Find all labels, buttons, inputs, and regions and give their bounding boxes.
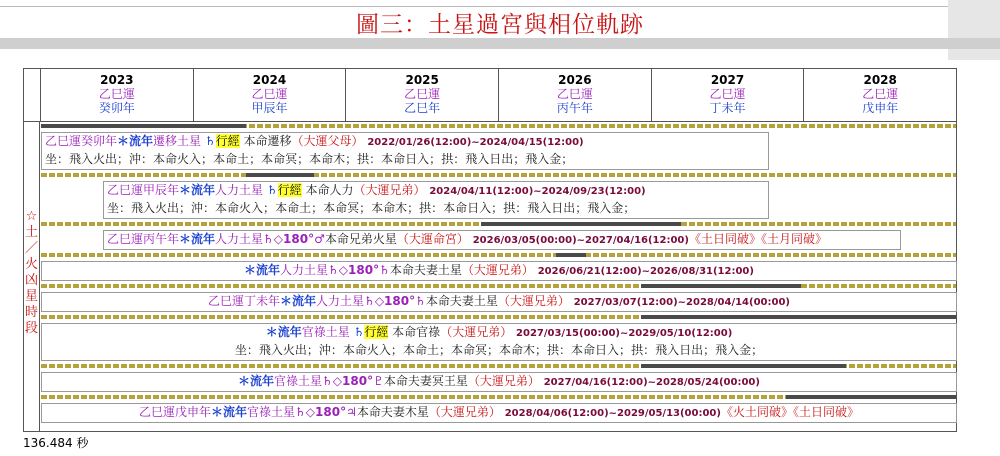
year-header: [41, 69, 956, 122]
liunian-label: ＊流年: [179, 183, 216, 197]
aspect-item: 拱：本命日入: [419, 201, 492, 215]
year-liunian: 戊申年: [862, 101, 899, 115]
planet-label: 遷移土星: [153, 134, 202, 148]
year-col-2026: [499, 69, 652, 121]
aspect-item: 本命冥: [261, 152, 298, 166]
transit-keyword: 行經: [364, 325, 389, 339]
aspect-item: 拱：飛入日出: [503, 201, 576, 215]
year-dayun: 乙巳運: [98, 87, 135, 101]
year-number: 2028: [863, 73, 897, 87]
year-col-2025: [346, 69, 499, 121]
opposition-icon: ♄◇180°♂: [263, 232, 325, 246]
year-number: 2024: [252, 73, 287, 87]
active-span: [556, 253, 586, 257]
aspect-item: 沖：本命火入: [129, 152, 202, 166]
aspect-item: 本命土: [275, 201, 312, 215]
timeline-ruler: [41, 364, 956, 368]
planet-label: 人力土星: [215, 232, 264, 246]
aspect-item: 拱：飛入日出: [441, 152, 514, 166]
natal-planet: 本命夫妻冥王星: [383, 374, 468, 388]
liunian-label: ＊流年: [211, 405, 248, 419]
saturn-icon: ♄: [266, 183, 278, 197]
date-range: 2027/03/15(00:00)~2029/05/10(12:00): [516, 328, 733, 339]
side-label: ☆土／火凶星時段: [24, 121, 40, 431]
year-col-2024: [194, 69, 347, 121]
year-number: 2025: [405, 73, 439, 87]
year-number: 2027: [710, 73, 745, 87]
aspect-item: 拱：飛入日出: [631, 343, 704, 357]
timeline-ruler: [41, 395, 956, 399]
timeline-ruler: [41, 124, 956, 128]
year-number: 2023: [100, 73, 134, 87]
year-dayun: 乙巳運: [862, 87, 899, 101]
transit-entry[interactable]: [41, 261, 957, 281]
dayun-year-label: 乙巳運丙午年: [107, 232, 180, 246]
natal-palace: 本命遷移: [243, 134, 292, 148]
liunian-label: ＊流年: [179, 232, 216, 246]
year-dayun: 乙巳運: [556, 87, 593, 101]
aspect-item: 沖：本命火入: [318, 343, 391, 357]
opposition-icon: ♄◇180°♄: [328, 263, 390, 277]
active-span: [786, 395, 956, 399]
dayun-palace: （大運兄弟）: [428, 405, 501, 419]
planet-label: 人力土星: [316, 294, 365, 308]
year-liunian: 丁未年: [709, 101, 746, 115]
timeline-ruler: [41, 222, 956, 226]
dayun-year-label: 乙巳運丁未年: [208, 294, 281, 308]
natal-planet: 本命夫妻土星: [389, 263, 462, 277]
transit-entry[interactable]: [103, 230, 901, 250]
aspect-item: 本命冥: [323, 201, 360, 215]
transit-rows: [41, 122, 956, 431]
aspect-item: 坐：飛入火出: [45, 152, 118, 166]
opposition-icon: ♄◇180°♃: [295, 405, 357, 419]
timeline-ruler: [41, 284, 956, 288]
year-col-2023: [41, 69, 194, 121]
date-range: 2028/04/06(12:00)~2029/05/13(00:00): [504, 408, 721, 419]
year-liunian: 丙午年: [556, 101, 593, 115]
date-range: 2022/01/26(12:00)~2024/04/15(12:00): [367, 137, 584, 148]
opposition-icon: ♄◇180°♇: [322, 374, 384, 388]
planet-label: 官祿土星: [301, 325, 350, 339]
elapsed-time: 136.484 秒: [23, 436, 89, 450]
dayun-palace: （大運兄弟）: [353, 183, 426, 197]
dayun-palace: （大運兄弟）: [461, 263, 534, 277]
transit-entry[interactable]: [41, 403, 957, 423]
liunian-label: ＊流年: [265, 325, 302, 339]
aspect-item: 本命冥: [450, 343, 487, 357]
opposition-icon: ♄◇180°♄: [364, 294, 426, 308]
liunian-label: ＊流年: [244, 263, 281, 277]
transit-keyword: 行經: [277, 183, 302, 197]
year-liunian: 甲辰年: [251, 101, 288, 115]
aspect-item: 沖：本命火入: [191, 201, 264, 215]
dayun-palace: （大運命宮）: [396, 232, 469, 246]
aspect-item: 飛入金: [715, 343, 752, 357]
saturn-transit-table: [23, 68, 957, 432]
transit-entry[interactable]: ＊流年官祿土星 ♄行經 本命官祿（大運兄弟） 2027/03/15(00:00)~2029/05/10(12:00) 坐：飛入火出；沖：本命火入；本命土；本命冥；本命木；拱：本命日入；拱：飛入日出；飛入金；: [41, 323, 957, 361]
year-dayun: 乙巳運: [404, 87, 441, 101]
aspect-item: 本命木: [499, 343, 536, 357]
aspect-item: 飛入金: [587, 201, 624, 215]
active-span: [641, 364, 846, 368]
aspect-item: 坐：飛入火出: [234, 343, 307, 357]
aspect-item: 坐：飛入火出: [107, 201, 180, 215]
planet-label: 官祿土星: [274, 374, 323, 388]
dayun-palace: （大運父母）: [291, 134, 364, 148]
saturn-icon: ♄: [353, 325, 365, 339]
active-span: [641, 315, 956, 319]
transit-entry[interactable]: [41, 292, 957, 312]
date-range: 2027/03/07(12:00)~2028/04/14(00:00): [573, 297, 790, 308]
dayun-palace: （大運兄弟）: [440, 325, 513, 339]
liunian-label: ＊流年: [117, 134, 154, 148]
saturn-icon: ♄: [204, 134, 216, 148]
natal-planet: 本命兄弟火星: [324, 232, 397, 246]
active-span: [641, 284, 801, 288]
transit-entry[interactable]: [41, 372, 957, 392]
date-range: 2024/04/11(12:00)~2024/09/23(12:00): [429, 186, 646, 197]
dayun-palace: （大運兄弟）: [497, 294, 570, 308]
liunian-label: ＊流年: [238, 374, 275, 388]
warning-label: 《火土同破》《土日同破》: [720, 405, 859, 419]
transit-entry[interactable]: 乙巳運甲辰年＊流年人力土星 ♄行經 本命人力（大運兄弟） 2024/04/11(12:00)~2024/09/23(12:00) 坐：飛入火出；沖：本命火入；本命土；本命冥；本命木；拱：本命日入；拱：飛入日出；飛入金；: [103, 181, 769, 219]
year-liunian: 癸卯年: [98, 101, 135, 115]
active-span: [246, 173, 314, 177]
aspect-item: 飛入金: [525, 152, 562, 166]
year-liunian: 乙巳年: [404, 101, 441, 115]
year-col-2027: [652, 69, 805, 121]
year-dayun: 乙巳運: [251, 87, 288, 101]
transit-entry[interactable]: 乙巳運癸卯年＊流年遷移土星 ♄行經 本命遷移（大運父母） 2022/01/26(12:00)~2024/04/15(12:00) 坐：飛入火出；沖：本命火入；本命土；本命冥；本命木；拱：本命日入；拱：飛入日出；飛入金；: [41, 132, 769, 170]
aspect-item: 本命木: [309, 152, 346, 166]
aspect-item: 本命木: [371, 201, 408, 215]
aspect-item: 拱：本命日入: [357, 152, 430, 166]
timeline-ruler: [41, 173, 956, 177]
natal-planet: 本命夫妻木星: [356, 405, 429, 419]
aspect-item: 拱：本命日入: [547, 343, 620, 357]
aspect-item: 本命土: [213, 152, 250, 166]
year-dayun: 乙巳運: [709, 87, 746, 101]
date-range: 2026/03/05(00:00)~2027/04/16(12:00): [472, 235, 689, 246]
date-range: 2026/06/21(12:00)~2026/08/31(12:00): [537, 266, 754, 277]
natal-palace: 本命人力: [305, 183, 354, 197]
liunian-label: ＊流年: [280, 294, 317, 308]
section-divider: [0, 38, 1000, 49]
planet-label: 官祿土星: [247, 405, 296, 419]
timeline-ruler: [41, 315, 956, 319]
page-title: 圖三：土星過宮與相位軌跡: [356, 12, 644, 38]
year-number: 2026: [558, 73, 592, 87]
dayun-palace: （大運兄弟）: [467, 374, 540, 388]
planet-label: 人力土星: [280, 263, 329, 277]
planet-label: 人力土星: [215, 183, 264, 197]
natal-planet: 本命夫妻土星: [425, 294, 498, 308]
active-span: [41, 124, 246, 128]
year-col-2028: [804, 69, 956, 121]
natal-palace: 本命官祿: [392, 325, 441, 339]
dayun-year-label: 乙巳運甲辰年: [107, 183, 180, 197]
corner-cell: [24, 69, 41, 122]
date-range: 2027/04/16(12:00)~2028/05/24(00:00): [543, 377, 760, 388]
dayun-year-label: 乙巳運癸卯年: [45, 134, 118, 148]
dayun-year-label: 乙巳運戊申年: [139, 405, 212, 419]
transit-keyword: 行經: [215, 134, 240, 148]
warning-label: 《土日同破》《土月同破》: [688, 232, 827, 246]
active-span: [481, 222, 681, 226]
timeline-ruler: [41, 253, 956, 257]
aspect-item: 本命土: [402, 343, 439, 357]
